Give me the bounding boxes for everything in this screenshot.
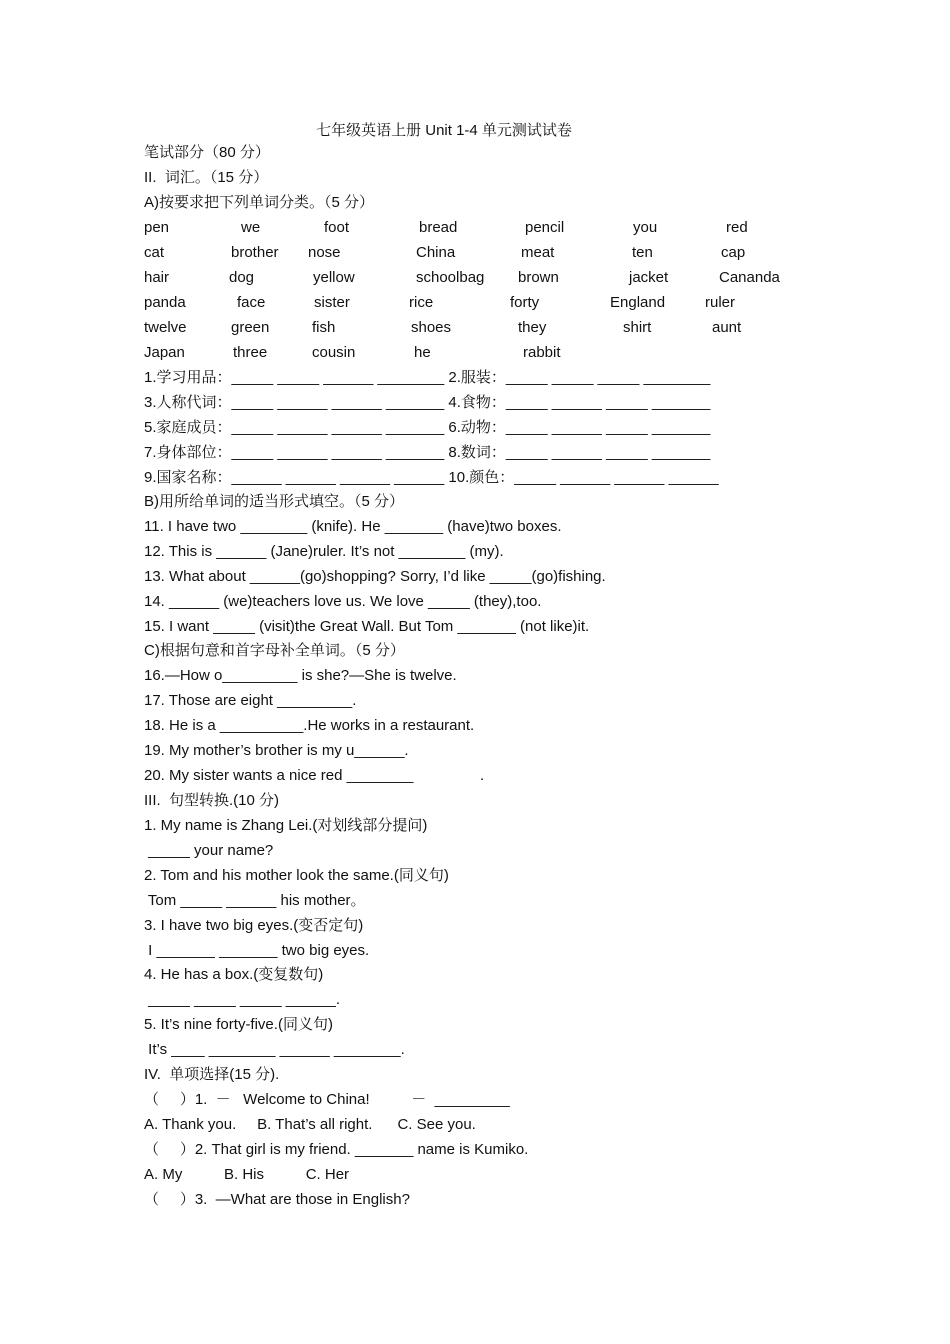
transform-answer: It’s ____ ________ ______ ________. xyxy=(144,1041,405,1058)
transform-question: 5. It’s nine forty-five.(同义句) xyxy=(144,1016,333,1033)
word-row xyxy=(144,267,844,289)
transform-answer: _____ _____ _____ ______. xyxy=(144,991,341,1008)
word-item: schoolbag xyxy=(416,269,485,286)
word-item: we xyxy=(241,219,261,236)
part-b-heading: B)用所给单词的适当形式填空。（5 分） xyxy=(144,493,405,510)
word-item: cousin xyxy=(312,344,356,361)
word-item: red xyxy=(726,219,748,236)
word-item: dog xyxy=(229,269,255,286)
category-line: 3.人称代词：_____ ______ ______ _______ 4.食物：_____ ______ _____ _______ xyxy=(144,394,711,411)
question-line: 13. What about ______(go)shopping? Sorry, I’d like _____(go)fishing. xyxy=(144,568,606,585)
word-row xyxy=(144,242,844,264)
part-a-heading: A)按要求把下列单词分类。（5 分） xyxy=(144,194,375,211)
word-item: pen xyxy=(144,219,170,236)
word-item: green xyxy=(231,319,270,336)
choice-options: A. Thank you. B. That’s all right. C. See you. xyxy=(144,1116,476,1133)
part-c-heading: C)根据句意和首字母补全单词。（5 分） xyxy=(144,642,405,659)
word-item: Japan xyxy=(144,344,185,361)
word-item: meat xyxy=(521,244,555,261)
word-item: they xyxy=(518,319,547,336)
word-item: brown xyxy=(518,269,559,286)
word-row xyxy=(144,292,844,314)
word-item: China xyxy=(416,244,456,261)
section-3-heading: III. 句型转换.(10 分) xyxy=(144,792,280,809)
word-item: shirt xyxy=(623,319,652,336)
category-line: 1.学习用品：_____ _____ ______ ________ 2.服装：_____ _____ _____ ________ xyxy=(144,369,711,386)
word-item: brother xyxy=(231,244,279,261)
word-item: rice xyxy=(409,294,434,311)
word-item: nose xyxy=(308,244,341,261)
transform-question: 2. Tom and his mother look the same.(同义句) xyxy=(144,867,449,884)
word-row xyxy=(144,317,844,339)
word-item: panda xyxy=(144,294,186,311)
word-item: bread xyxy=(419,219,458,236)
written-part-heading: 笔试部分（80 分） xyxy=(144,144,270,161)
choice-question: （ ）1. － Welcome to China! － _________ xyxy=(144,1091,510,1108)
word-item: forty xyxy=(510,294,540,311)
word-item: fish xyxy=(312,319,336,336)
word-item: ruler xyxy=(705,294,736,311)
category-line: 5.家庭成员：_____ ______ ______ _______ 6.动物：_____ ______ _____ _______ xyxy=(144,419,711,436)
word-item: yellow xyxy=(313,269,355,286)
word-item: face xyxy=(237,294,266,311)
question-line: 20. My sister wants a nice red ________ . xyxy=(144,767,485,784)
word-item: twelve xyxy=(144,319,187,336)
category-line: 9.国家名称：______ ______ ______ ______ 10.颜色：_____ ______ ______ ______ xyxy=(144,469,719,486)
word-row xyxy=(144,217,844,239)
question-line: 16.—How o_________ is she?—She is twelve. xyxy=(144,667,457,684)
word-item: sister xyxy=(314,294,350,311)
word-item: cap xyxy=(721,244,746,261)
transform-question: 1. My name is Zhang Lei.(对划线部分提问) xyxy=(144,817,428,834)
page-title: 七年级英语上册 Unit 1-4 单元测试试卷 xyxy=(316,122,572,139)
word-item: hair xyxy=(144,269,170,286)
transform-question: 3. I have two big eyes.(变否定句) xyxy=(144,917,364,934)
choice-question: （ ）3. —What are those in English? xyxy=(144,1191,410,1208)
transform-answer: Tom _____ ______ his mother。 xyxy=(144,892,366,909)
question-line: 14. ______ (we)teachers love us. We love _____ (they),too. xyxy=(144,593,542,610)
question-line: 11. I have two ________ (knife). He _______ (have)two boxes. xyxy=(144,518,562,535)
choice-options: A. My B. His C. Her xyxy=(144,1166,350,1183)
word-item: three xyxy=(233,344,268,361)
word-item: ten xyxy=(632,244,653,261)
category-line: 7.身体部位：_____ ______ ______ _______ 8.数词：_____ ______ _____ _______ xyxy=(144,444,711,461)
section-2-heading: II. 词汇。（15 分） xyxy=(144,169,269,186)
question-line: 18. He is a __________.He works in a restaurant. xyxy=(144,717,475,734)
question-line: 17. Those are eight _________. xyxy=(144,692,357,709)
choice-question: （ ）2. That girl is my friend. _______ name is Kumiko. xyxy=(144,1141,529,1158)
word-item: rabbit xyxy=(523,344,561,361)
word-item: pencil xyxy=(525,219,565,236)
question-line: 12. This is ______ (Jane)ruler. It’s not ________ (my). xyxy=(144,543,504,560)
word-item: jacket xyxy=(629,269,669,286)
word-item: shoes xyxy=(411,319,452,336)
word-item: you xyxy=(633,219,658,236)
word-item: England xyxy=(610,294,666,311)
word-row xyxy=(144,342,844,364)
word-item: aunt xyxy=(712,319,742,336)
section-4-heading: IV. 单项选择(15 分). xyxy=(144,1066,280,1083)
word-item: Cananda xyxy=(719,269,780,286)
transform-answer: I _______ _______ two big eyes. xyxy=(144,942,370,959)
question-line: 15. I want _____ (visit)the Great Wall. But Tom _______ (not like)it. xyxy=(144,618,590,635)
word-item: foot xyxy=(324,219,350,236)
transform-question: 4. He has a box.(变复数句) xyxy=(144,966,324,983)
word-item: he xyxy=(414,344,431,361)
transform-answer: _____ your name? xyxy=(144,842,274,859)
question-line: 19. My mother’s brother is my u______. xyxy=(144,742,409,759)
word-item: cat xyxy=(144,244,165,261)
